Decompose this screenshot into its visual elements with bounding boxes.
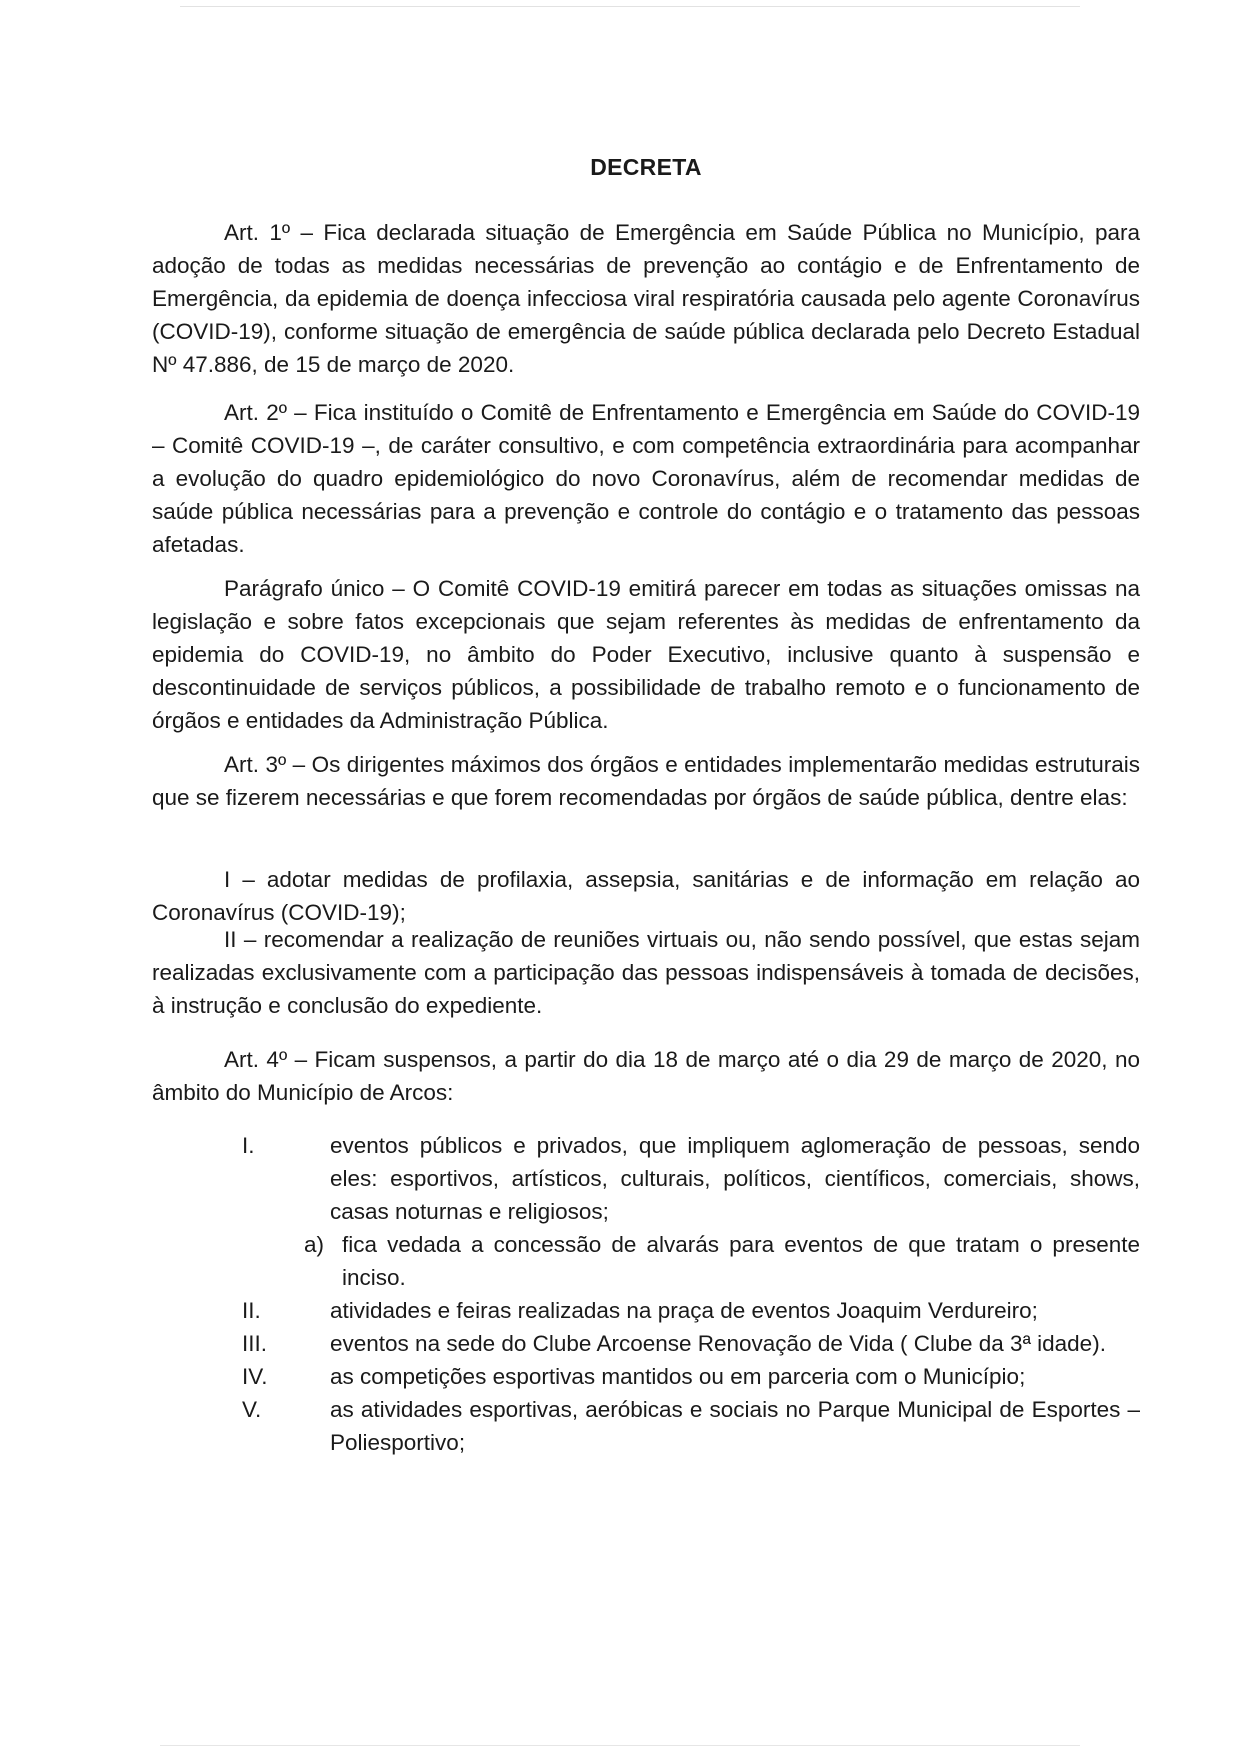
sub-item-text: fica vedada a concessão de alvarás para eventos de que tratam o presente inciso.	[342, 1232, 1140, 1290]
article-3-item-i: I – adotar medidas de profilaxia, assepsia, sanitárias e de informação em relação ao Coronavírus (COVID-19);	[152, 867, 1140, 925]
list-numeral: V.	[242, 1397, 262, 1422]
article-4: Art. 4º – Ficam suspensos, a partir do dia 18 de março até o dia 29 de março de 2020, no âmbito do Município de Arcos:	[152, 1047, 1140, 1105]
list-item-text: eventos na sede do Clube Arcoense Renovação de Vida ( Clube da 3ª idade).	[330, 1331, 1106, 1356]
list-sub-item	[304, 1228, 1140, 1294]
article-4-list	[152, 1129, 1140, 1459]
list-numeral: IV.	[242, 1364, 268, 1389]
sole-paragraph: Parágrafo único – O Comitê COVID-19 emitirá parecer em todas as situações omissas na legislação e sobre fatos excepcionais que sejam referentes às medidas de enfrentamento da epidemia do COVID-19, no âmbito do Poder Executivo, inclusive quanto à suspensão e descontinuidade de serviços públicos, a possibilidade de trabalho remoto e o funcionamento de órgãos e entidades da Administração Pública.	[152, 576, 1140, 733]
list-numeral: II.	[242, 1298, 261, 1323]
list-item-text: atividades e feiras realizadas na praça de eventos Joaquim Verdureiro;	[330, 1298, 1038, 1323]
list-item	[152, 1129, 1140, 1228]
article-2: Art. 2º – Fica instituído o Comitê de Enfrentamento e Emergência em Saúde do COVID-19 – Comitê COVID-19 –, de caráter consultivo, e com competência extraordinária para acompanhar a evolução do quadro epidemiológico do novo Coronavírus, além de recomendar medidas de saúde pública necessárias para a prevenção e controle do contágio e o tratamento das pessoas afetadas.	[152, 400, 1140, 557]
article-3-item-ii: II – recomendar a realização de reuniões virtuais ou, não sendo possível, que estas sejam realizadas exclusivamente com a participação das pessoas indispensáveis à tomada de decisões, à instrução e conclusão do expediente.	[152, 927, 1140, 1018]
list-numeral: I.	[242, 1133, 255, 1158]
article-3: Art. 3º – Os dirigentes máximos dos órgãos e entidades implementarão medidas estruturais que se fizerem necessárias e que forem recomendadas por órgãos de saúde pública, dentre elas:	[152, 752, 1140, 810]
list-item-text: as atividades esportivas, aeróbicas e sociais no Parque Municipal de Esportes – Poliesportivo;	[330, 1397, 1140, 1455]
list-item-text: as competições esportivas mantidos ou em parceria com o Município;	[330, 1364, 1026, 1389]
list-item	[152, 1294, 1140, 1327]
list-item	[152, 1393, 1140, 1459]
article-1: Art. 1º – Fica declarada situação de Emergência em Saúde Pública no Município, para adoção de todas as medidas necessárias de prevenção ao contágio e de Enfrentamento de Emergência, da epidemia de doença infecciosa viral respiratória causada pelo agente Coronavírus (COVID-19), conforme situação de emergência de saúde pública declarada pelo Decreto Estadual Nº 47.886, de 15 de março de 2020.	[152, 220, 1140, 377]
list-numeral: III.	[242, 1331, 268, 1356]
sub-item-letter: a)	[304, 1232, 325, 1257]
list-item-text: eventos públicos e privados, que impliquem aglomeração de pessoas, sendo eles: esportivos, artísticos, culturais, políticos, científicos, comerciais, shows, casas noturnas e religiosos;	[330, 1133, 1140, 1224]
list-item	[152, 1327, 1140, 1360]
scan-artifact-bottom	[160, 1745, 1080, 1746]
scan-artifact-top	[180, 6, 1080, 7]
list-item	[152, 1360, 1140, 1393]
decree-heading: DECRETA	[590, 154, 702, 180]
